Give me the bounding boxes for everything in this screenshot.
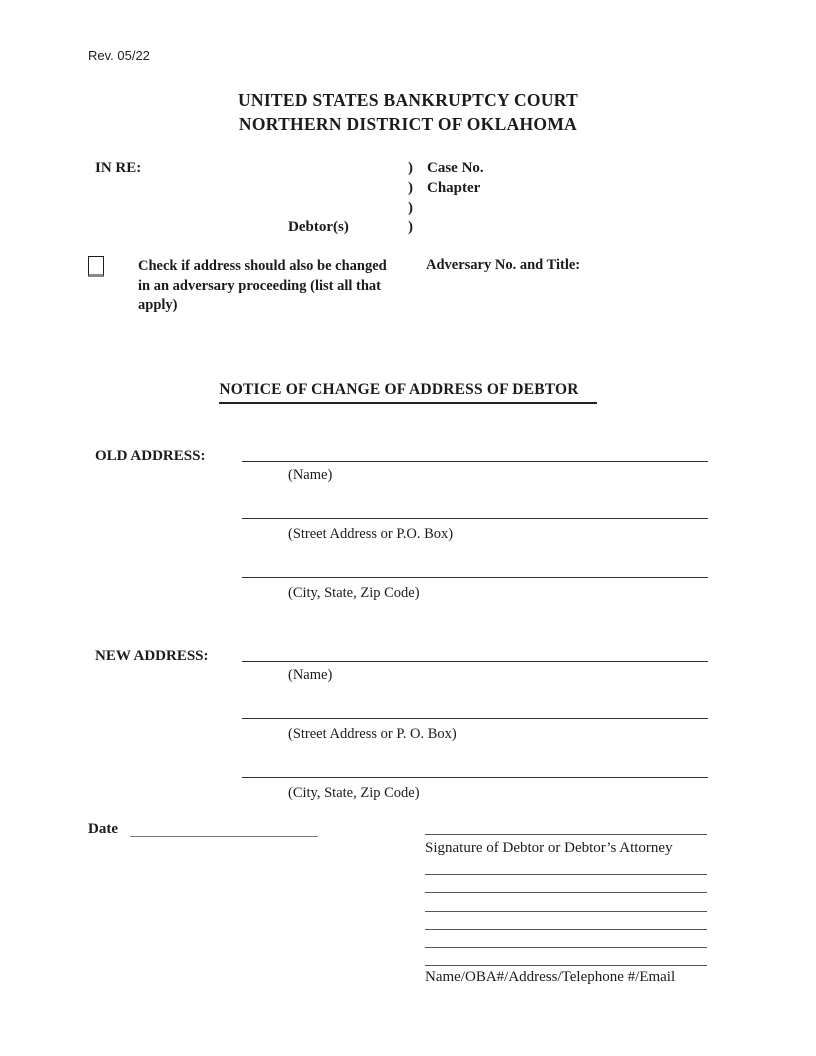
adversary-checkbox[interactable] [88,256,104,277]
caption-paren-1: ) [408,160,413,176]
form-title: NOTICE OF CHANGE OF ADDRESS OF DEBTOR [219,381,596,404]
contact-info-caption: Name/OBA#/Address/Telephone #/Email [425,969,676,985]
signature-caption: Signature of Debtor or Debtor’s Attorney [425,840,673,856]
new-address-name-line[interactable] [242,661,708,662]
new-address-street-caption: (Street Address or P. O. Box) [288,726,457,742]
attorney-info-line-4[interactable] [425,929,707,930]
date-line[interactable] [130,836,318,837]
caption-paren-4: ) [408,219,413,235]
old-address-name-line[interactable] [242,461,708,462]
in-re-label: IN RE: [95,160,142,176]
debtors-label: Debtor(s) [288,219,349,235]
revision-label: Rev. 05/22 [88,48,150,63]
old-address-street-caption: (Street Address or P.O. Box) [288,526,454,542]
form-title-row [0,381,816,404]
new-address-city-line[interactable] [242,777,708,778]
court-district: NORTHERN DISTRICT OF OKLAHOMA [238,114,578,134]
new-address-city-caption: (City, State, Zip Code) [288,785,420,801]
caption-paren-3: ) [408,200,413,216]
attorney-info-line-1[interactable] [425,874,707,875]
court-header [0,88,816,136]
attorney-info-line-3[interactable] [425,911,707,912]
attorney-info-line-6[interactable] [425,965,707,966]
court-name: UNITED STATES BANKRUPTCY COURT [237,90,579,110]
case-no-label: Case No. [427,160,484,176]
old-address-name-caption: (Name) [288,467,333,483]
adversary-number-label: Adversary No. and Title: [426,257,581,273]
attorney-info-line-5[interactable] [425,947,707,948]
old-address-label: OLD ADDRESS: [95,448,206,464]
new-address-label: NEW ADDRESS: [95,648,209,664]
signature-line[interactable] [425,834,707,835]
caption-paren-2: ) [408,180,413,196]
date-label: Date [88,821,118,837]
old-address-city-line[interactable] [242,577,708,578]
old-address-street-line[interactable] [242,518,708,519]
attorney-info-line-2[interactable] [425,892,707,893]
new-address-street-line[interactable] [242,718,708,719]
adversary-checkbox-label: Check if address should also be changed in an adversary proceeding (list all that apply) [138,258,387,313]
old-address-city-caption: (City, State, Zip Code) [288,585,420,601]
new-address-name-caption: (Name) [288,667,333,683]
chapter-label: Chapter [427,180,481,196]
